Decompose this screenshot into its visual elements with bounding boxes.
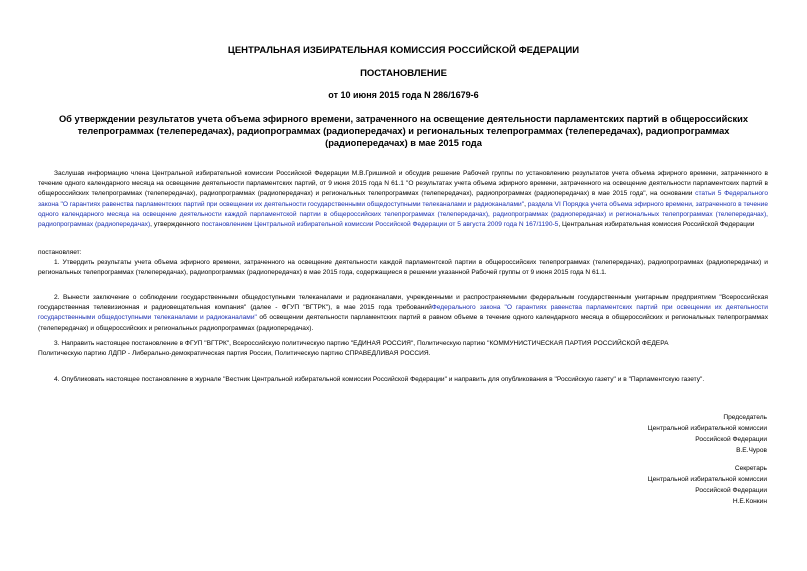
decides-line: постановляет:	[38, 249, 82, 256]
issuer-heading: ЦЕНТРАЛЬНАЯ ИЗБИРАТЕЛЬНАЯ КОМИССИЯ РОССИЙСКОЙ ФЕДЕРАЦИИ	[227, 45, 580, 56]
secretary-name: Н.Е.Конкин	[732, 498, 767, 505]
item-4-paragraph: 4. Опубликовать настоящее постановление в журнале "Вестник Центральной избирательной комиссии Российской Федерации" и направить для опубликования в "Российскую газету" и в "Парламентскую газету".	[54, 376, 705, 383]
federal-law-link[interactable]: Федерального закона "О гарантиях равенства парламентских партий при освещении их деятельности государственными общедоступными телеканалами и радиоканалами"	[38, 304, 768, 322]
law-article-link[interactable]: статьи 5 Федерального закона "О гарантиях равенства парламентских партий при освещении их деятельности государственными общедоступными телеканалами и радиоканалами"	[38, 190, 768, 208]
procedure-section-link[interactable]: раздела VI Порядка учета объема эфирного времени, затраченного в течение одного календарного месяца на освещение деятельности каждой парламентской партии в общероссийских телепрограммах (телепередачах), радиопрограммах (радиопередачах) и региональных телепрограммах (телепередачах), радиопрограммах (радиопередачах)	[38, 200, 768, 229]
preamble-text: Заслушав информацию члена Центральной избирательной комиссии Российской Федерации М.В.Гришиной и обсудив решение Рабочей группы по установлению результатов учета объема эфирного времени, затраченного в течение одного календарного месяца на освещение деятельности парламентских партий, от 9 июня 2015 года N 61.1 "О результатах учета объема эфирного времени, затраченного на освещение деятельности парламентских партий в общероссийских телепрограммах (телепередачах), радиопрограммах (радиопередачах) и региональных телепрограммах (телепередачах), радиопрограммах (радиопередачах) в мае 2015 года", на основании	[38, 170, 768, 198]
item-1-paragraph: 1. Утвердить результаты учета объема эфирного времени, затраченного на освещение деятельности каждой парламентской партии в общероссийских телепрограммах (телепередачах), радиопрограммах (радиопередачах) и региональных телепрограммах (телепередачах), радиопрограммах (радиопередачах) в мае 2015 года, содержащиеся в решении указанной Рабочей группы от 9 июня 2015 года N 61.1.	[38, 259, 768, 277]
document-type: ПОСТАНОВЛЕНИЕ	[360, 68, 447, 79]
chairman-signature-block: Председатель Центральной избирательной комиссии Российской Федерации В.Е.Чуров	[507, 412, 767, 456]
secretary-signature-block: Секретарь Центральной избирательной комиссии Российской Федерации Н.Е.Конкин	[507, 463, 767, 507]
resolution-link[interactable]: постановлением Центральной избирательной комиссии Российской Федерации от 5 августа 2009 года N 167/1190-5	[201, 221, 559, 229]
chairman-name: В.Е.Чуров	[736, 447, 767, 454]
item-3-paragraph: 3. Направить настоящее постановление в ФГУП "ВГТРК", Всероссийскую политическую партию "ЕДИНАЯ РОССИЯ", Политическую партию "КОММУНИСТИЧЕСКАЯ ПАРТИЯ РОССИЙСКОЙ ФЕДЕРА Политическую партию ЛДПР - Либерально-демократическая партия России, Политическую партию СПРАВЕДЛИВАЯ РОССИЯ.	[38, 340, 669, 358]
preamble-paragraph: Заслушав информацию члена Центральной избирательной комиссии Российской Федерации М.В.Гришиной и обсудив решение Рабочей группы по установлению результатов учета объема эфирного времени, затраченного в течение одного календарного месяца на освещение деятельности парламентских партий, от 9 июня 2015 года N 61.1 "О результатах учета объема эфирного времени, затраченного на освещение деятельности парламентских партий в общероссийских телепрограммах (телепередачах), радиопрограммах (радиопередачах) и региональных телепрограммах (телепередачах), радиопрограммах (радиопередачах) в мае 2015 года", на основании статьи 5 Федерального закона "О гарантиях равенства парламентских партий при освещении их деятельности государственными общедоступными телеканалами и радиоканалами", раздела VI Порядка учета объема эфирного времени, затраченного в течение одного календарного месяца на освещение деятельности каждой парламентской партии в общероссийских телепрограммах (телепередачах), радиопрограммах (радиопередачах) и региональных телепрограммах (телепередачах), радиопрограммах (радиопередачах), утвержденного постановлением Центральной избирательной комиссии Российской Федерации от 5 августа 2009 года N 167/1190-5, Центральная избирательная комиссия Российской Федерации	[38, 170, 768, 229]
item-2-paragraph: 2. Вынести заключение о соблюдении государственными общедоступными телеканалами и радиоканалами, учрежденными и распространяемыми федеральным государственным унитарным предприятием "Всероссийская государственная телевизионная и радиовещательная компания" (далее - ФГУП "ВГТРК"), в мае 2015 года требованийФедерального закона "О гарантиях равенства парламентских партий при освещении их деятельности государственными общедоступными телеканалами и радиоканалами" об освещении деятельности парламентских партий в равном объеме в течение одного календарного месяца в общероссийских и региональных телепрограммах (телепередачах) и общероссийских и региональных радиопрограммах (радиопередачах).	[38, 294, 768, 332]
document-title: Об утверждении результатов учета объема эфирного времени, затраченного на освещение деятельности парламентских партий в общероссийских телепрограммах (телепередачах), радиопрограммах (радиопередачах) и региональных телепрограммах (телепередачах), радиопрограммах (радиопередачах) в мае 2015 года	[58, 114, 749, 148]
document-date-number: от 10 июня 2015 года N 286/1679-6	[328, 90, 479, 100]
